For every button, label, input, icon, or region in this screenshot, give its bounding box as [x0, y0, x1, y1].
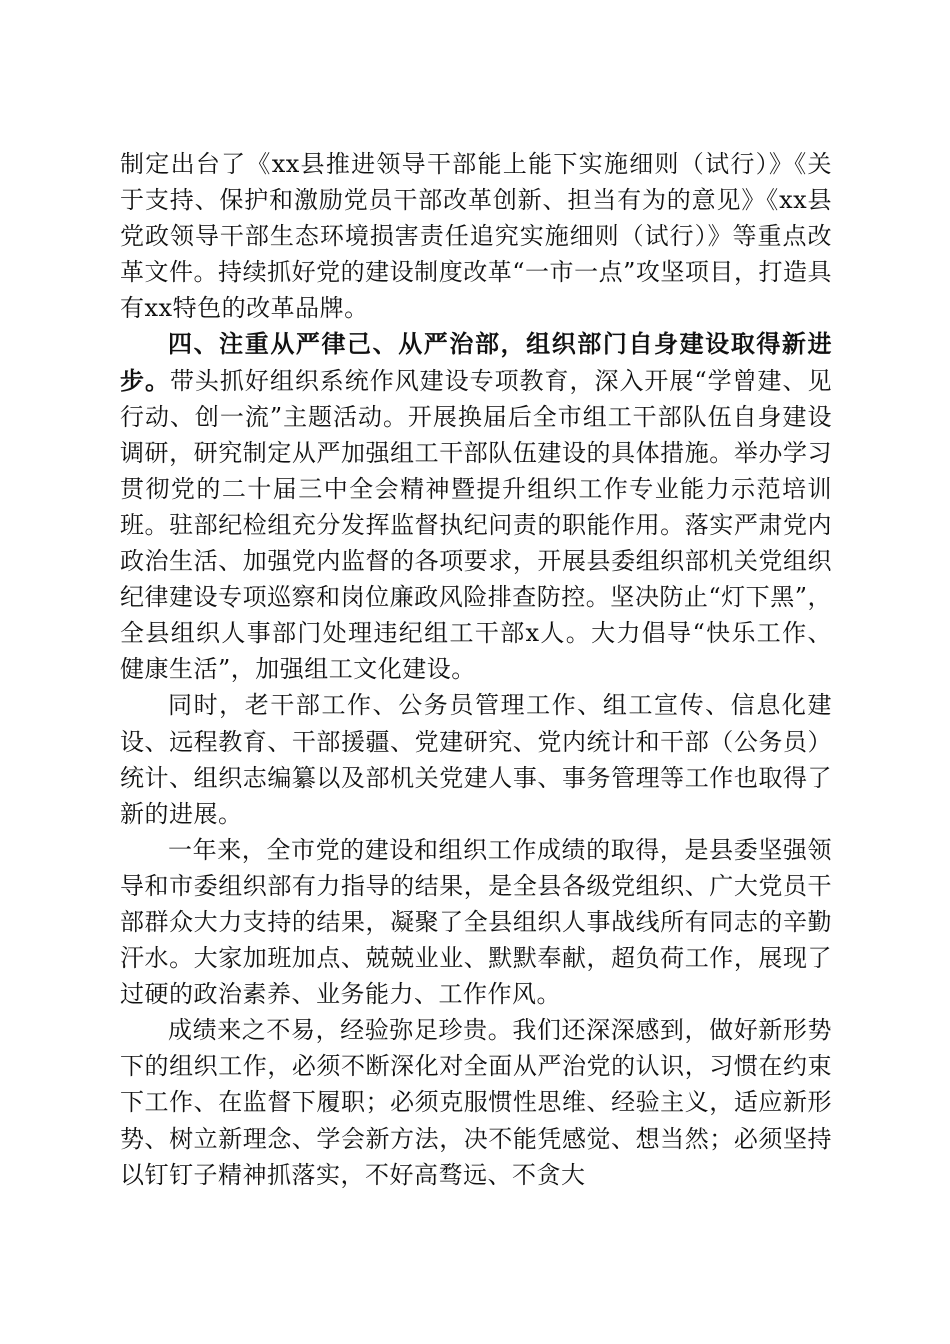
paragraph-other-progress: [120, 687, 832, 831]
paragraph-text: 一年来，全市党的建设和组织工作成绩的取得，是县委坚强领导和市委组织部有力指导的结果，是全县各级党组织、广大党员干部群众大力支持的结果，凝聚了全县组织人事战线所有同志的辛勤汗水。大家加班加点、兢兢业业、默默奉献，超负荷工作，展现了过硬的政治素养、业务能力、工作作风。: [120, 835, 832, 1009]
paragraph-text: 同时，老干部工作、公务员管理工作、组工宣传、信息化建设、远程教育、干部援疆、党建研究、党内统计和干部（公务员）统计、组织志编纂以及部机关党建人事、事务管理等工作也取得了新的进展。: [120, 691, 832, 828]
paragraph-experience: [120, 1012, 832, 1192]
paragraph-text: 成绩来之不易，经验弥足珍贵。我们还深深感到，做好新形势下的组织工作，必须不断深化对全面从严治党的认识，习惯在约束下工作、在监督下履职；必须克服惯性思维、经验主义，适应新形势、树立新理念、学会新方法，决不能凭感觉、想当然；必须坚持以钉钉子精神抓落实，不好高骛远、不贪大: [120, 1016, 832, 1189]
paragraph-continued-reform-documents: [120, 146, 832, 326]
paragraph-text: 制定出台了《xx县推进领导干部能上能下实施细则（试行）》《关于支持、保护和激励党员干部改革创新、担当有为的意见》《xx县党政领导干部生态环境损害责任追究实施细则（试行）》等重点改革文件。持续抓好党的建设制度改革“一市一点”攻坚项目，打造具有xx特色的改革品牌。: [120, 150, 832, 323]
paragraph-year-review: [120, 832, 832, 1012]
document-body: [120, 146, 832, 1193]
section-heading: 四、注重从严律己、从严治部，组织部门自身建设取得新进步。: [120, 330, 832, 395]
paragraph-text: 带头抓好组织系统作风建设专项教育，深入开展“学曾建、见行动、创一流”主题活动。开展换届后全市组工干部队伍自身建设调研，研究制定从严加强组工干部队伍建设的具体措施。举办学习贯彻党的二十届三中全会精神暨提升组织工作专业能力示范培训班。驻部纪检组充分发挥监督执纪问责的职能作用。落实严肃党内政治生活、加强党内监督的各项要求，开展县委组织部机关党组织纪律建设专项巡察和岗位廉政风险排查防控。坚决防止“灯下黑”，全县组织人事部门处理违纪组工干部x人。大力倡导“快乐工作、健康生活”，加强组工文化建设。: [120, 366, 832, 684]
paragraph-section-four: [120, 326, 832, 687]
